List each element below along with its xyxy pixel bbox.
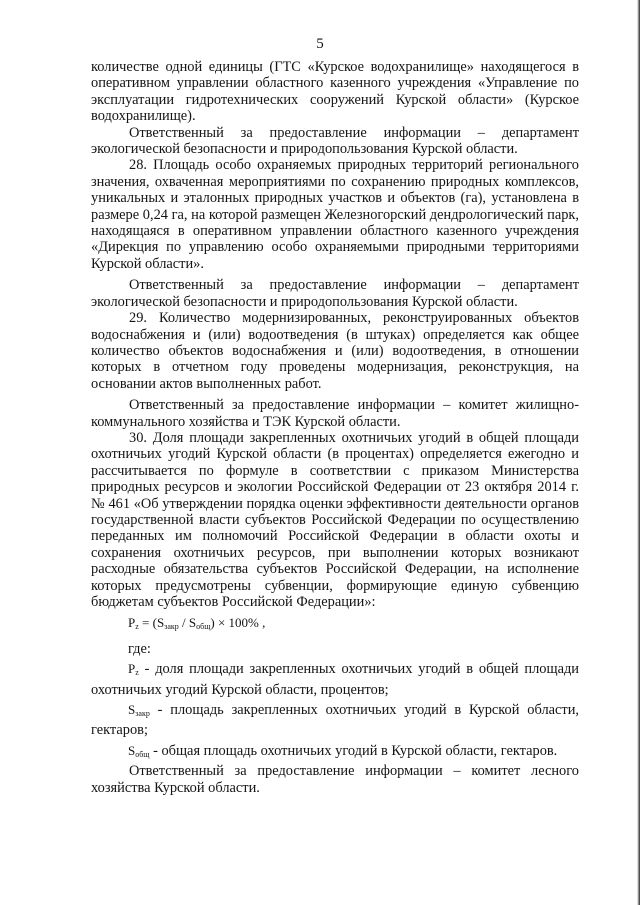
formula-equals-part: = (S [138,615,165,631]
definition-s-obshch [91,743,579,763]
paragraph-responsible-forestry: Ответственный за предоставление информации – комитет лесного хозяйства Курской области. [91,763,579,796]
definition-subscript: z [135,668,139,678]
formula-division: / S [178,615,197,631]
definition-subscript: общ [135,749,150,759]
definition-text: - общая площадь охотничьих угодий в Курской области, гектаров. [149,742,558,759]
definition-symbol: P [128,661,136,677]
paragraph-responsible-ecology-1: Ответственный за предоставление информации – департамент экологической безопасности и природопользования Курской области. [91,124,579,158]
definition-symbol: S [128,702,136,718]
paragraph-item-30: 30. Доля площади закрепленных охотничьих угодий в общей площади охотничьих угодий Курской области (в процентах) определяется ежегодно и рассчитывается по формуле в соответствии с приказом Министерства природных ресурсов и экологии Российской Федерации от 23 октября 2014 г. № 461 «Об утверждении порядка оценки эффективности деятельности органов государственной власти субъектов Российской Федерации по осуществлению переданных им полномочий Российской Федерации в области охоты и сохранения охотничьих ресурсов, при выполнении которых возникают расходные обязательства субъектов Российской Федерации, на исполнение которых предусмотрены субвенции, формирующие единую субвенцию бюджетам субъектов Российской Федерации»: [91,429,579,610]
formula-subscript-p: z [135,622,139,632]
where-label: где: [128,640,151,657]
paragraph-item-28: 28. Площадь особо охраняемых природных территорий регионального значения, охваченная мероприятиями по сохранению природных комплексов, уникальных и эталонных природных участков и объектов (га), установлена в размере 0,24 га, на которой размещен Железногорский дендрологический парк, находящаяся в оперативном управлении областного казенного учреждения «Дирекция по управлению особо охраняемыми природными территориями Курской области». [91,157,579,272]
definition-symbol: S [128,742,136,758]
definition-text: - доля площади закрепленных охотничьих угодий в общей площади охотничьих угодий Курской области, процентов; [91,661,579,698]
document-body [91,59,579,796]
paragraph-responsible-housing: Ответственный за предоставление информации – комитет жилищно-коммунального хозяйства и ТЭК Курской области. [91,397,579,430]
definition-text: - площадь закрепленных охотничьих угодий в Курской области, гектаров; [91,702,579,739]
paragraph-item-29: 29. Количество модернизированных, реконструированных объектов водоснабжения и (или) водоотведения (в штуках) определяется как общее количество объектов водоснабжения и (или) водоотведения, в отношении которых в отчетном году проведены модернизация, реконструкция, на основании актов выполненных работ. [91,310,579,392]
formula-symbol-p: P [128,615,136,631]
formula-tail: ) × 100% , [210,615,266,631]
definition-p [91,661,579,698]
formula-subscript-obshch: общ [196,622,211,632]
formula [91,615,579,635]
paragraph-responsible-ecology-2: Ответственный за предоставление информации – департамент экологической безопасности и природопользования Курской области. [91,277,579,310]
definition-s-zakr [91,702,579,739]
page-number: 5 [316,36,324,52]
formula-subscript-zakr: закр [164,622,179,632]
paragraph-ghts-continuation: количестве одной единицы (ГТС «Курское водохранилище» находящегося в оперативном управлении областного казенного учреждения «Управление по эксплуатации гидротехнических сооружений Курской области» (Курское водохранилище). [91,59,579,125]
definition-subscript: закр [135,709,150,719]
